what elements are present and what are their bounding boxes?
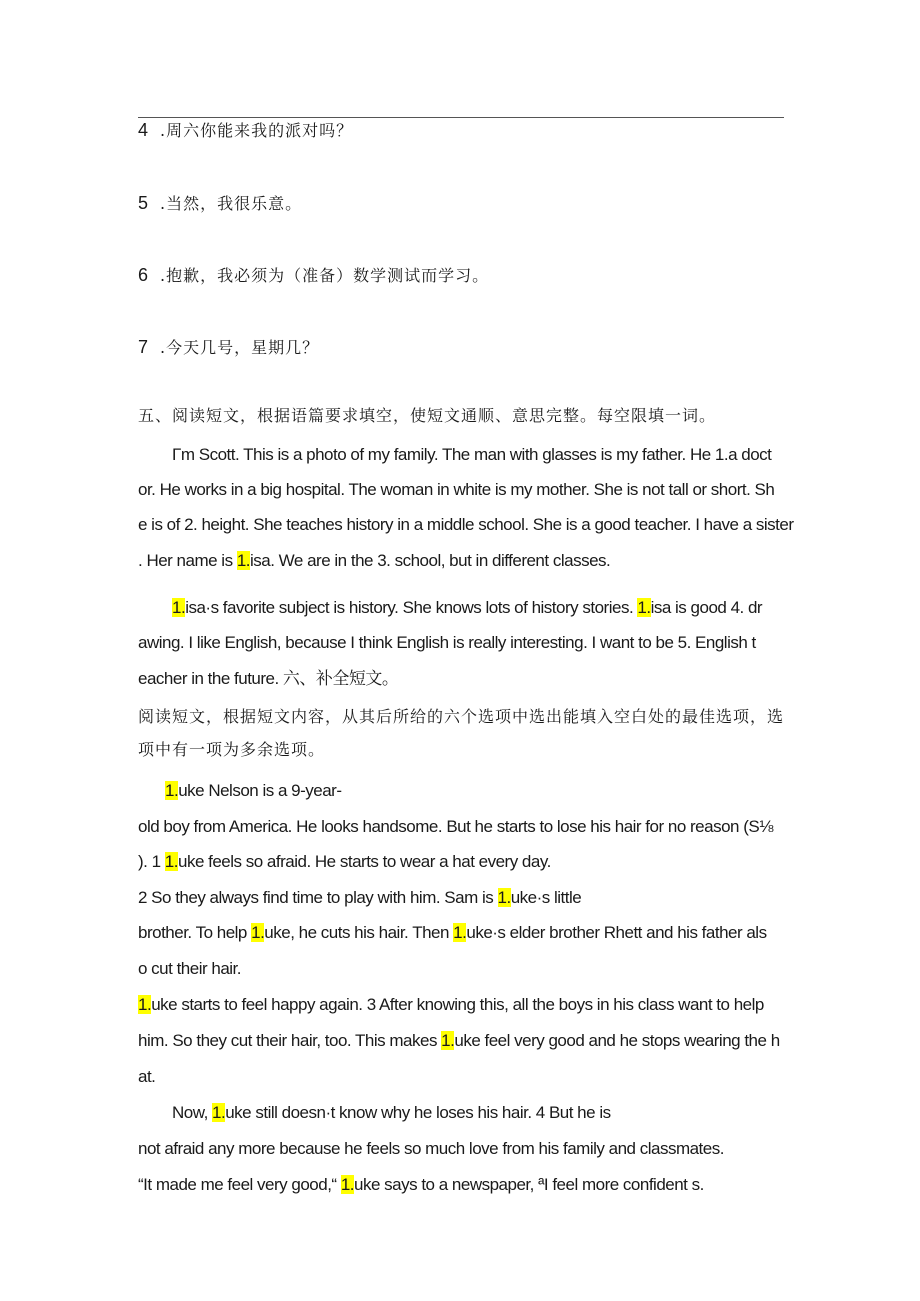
passage-3-line: [138, 993, 764, 1017]
highlight-mark: 1.: [453, 923, 467, 942]
question-text: .今天几号，星期几？: [160, 338, 320, 357]
highlight-mark: 1.: [164, 852, 178, 871]
question-number: 4: [138, 120, 150, 140]
passage-2-line: awing. I like English, because I think English is really interesting. I want to be 5. English t: [138, 633, 756, 652]
passage-4-line: [138, 1173, 704, 1197]
question-4: [138, 118, 353, 143]
passage-3-line: [138, 1029, 780, 1053]
text-run: uke·s little: [510, 888, 582, 907]
highlight-mark: 1.: [497, 888, 511, 907]
text-run: brother. To help: [138, 923, 252, 942]
highlight-mark: 1.: [236, 551, 250, 570]
question-number: 5: [138, 193, 150, 213]
text-run: uke feel very good and he stops wearing the h: [454, 1031, 780, 1050]
question-number: 6: [138, 265, 150, 285]
highlight-mark: 1.: [637, 598, 651, 617]
question-text: .周六你能来我的派对吗？: [160, 121, 354, 140]
question-text: .当然，我很乐意。: [160, 194, 303, 213]
passage-4-line: [172, 1101, 611, 1125]
passage-3-line: [138, 886, 581, 910]
passage-3-line: old boy from America. He looks handsome. But he starts to lose his hair for no reason (S⅛: [138, 817, 773, 836]
section-6-instruction: 阅读短文，根据短文内容，从其后所给的六个选项中选出能填入空白处的最佳选项，选: [138, 707, 785, 726]
text-run: uke, he cuts his hair. Then: [264, 923, 454, 942]
text-run: uke says to a newspaper, ªI feel more confident s.: [354, 1175, 704, 1194]
passage-1-line: e is of 2. height. She teaches history in a middle school. She is a good teacher. I have a sister: [138, 515, 794, 534]
passage-3-line: [138, 850, 551, 874]
highlight-mark: 1.: [441, 1031, 455, 1050]
question-6: [138, 263, 489, 288]
text-run: uke Nelson is a 9-year-: [178, 781, 342, 800]
highlight-mark: 1.: [165, 781, 179, 800]
passage-2-line: eacher in the future. 六、补全短文。: [138, 669, 399, 688]
text-run: 2 So they always find time to play with him. Sam is: [138, 888, 498, 907]
highlight-mark: 1.: [251, 923, 265, 942]
section-6-instruction: 项中有一项为多余选项。: [138, 740, 326, 759]
passage-3-line: [165, 779, 342, 803]
passage-3-line: at.: [138, 1067, 156, 1086]
passage-1-line: or. He works in a big hospital. The woman in white is my mother. She is not tall or short. Sh: [138, 480, 775, 499]
question-text: .抱歉，我必须为（准备）数学测试而学习。: [160, 266, 490, 285]
text-run: . Her name is: [138, 551, 237, 570]
question-7: [138, 335, 319, 360]
passage-1-line: [138, 549, 610, 573]
question-number: 7: [138, 337, 150, 357]
highlight-mark: 1.: [340, 1175, 355, 1194]
passage-2-line: [172, 596, 762, 620]
highlight-mark: 1.: [138, 995, 152, 1014]
passage-3-line: [138, 921, 767, 945]
passage-4-line: not afraid any more because he feels so much love from his family and classmates.: [138, 1139, 724, 1158]
passage-3-line: o cut their hair.: [138, 959, 242, 978]
text-run: uke feels so afraid. He starts to wear a hat every day.: [177, 852, 551, 871]
section-5-heading: 五、阅读短文，根据语篇要求填空，使短文通顺、意思完整。每空限填一词。: [138, 406, 717, 425]
text-run: isa. We are in the 3. school, but in different classes.: [250, 551, 611, 570]
highlight-mark: 1.: [172, 598, 186, 617]
text-run: ). 1: [138, 852, 165, 871]
text-run: “It made me feel very good,“: [138, 1175, 341, 1194]
text-run: uke starts to feel happy again. 3 After knowing this, all the boys in his class want to help: [151, 995, 764, 1014]
text-run: Now,: [172, 1103, 213, 1122]
text-run: him. So they cut their hair, too. This makes: [138, 1031, 442, 1050]
text-run: uke·s elder brother Rhett and his father als: [466, 923, 767, 942]
passage-1-line: Γm Scott. This is a photo of my family. The man with glasses is my father. He 1.a doct: [172, 445, 772, 464]
question-5: [138, 191, 302, 216]
text-run: uke still doesn·t know why he loses his hair. 4 But he is: [225, 1103, 611, 1122]
text-run: isa is good 4. dr: [650, 598, 763, 617]
text-run: isa·s favorite subject is history. She knows lots of history stories.: [185, 598, 638, 617]
highlight-mark: 1.: [212, 1103, 226, 1122]
